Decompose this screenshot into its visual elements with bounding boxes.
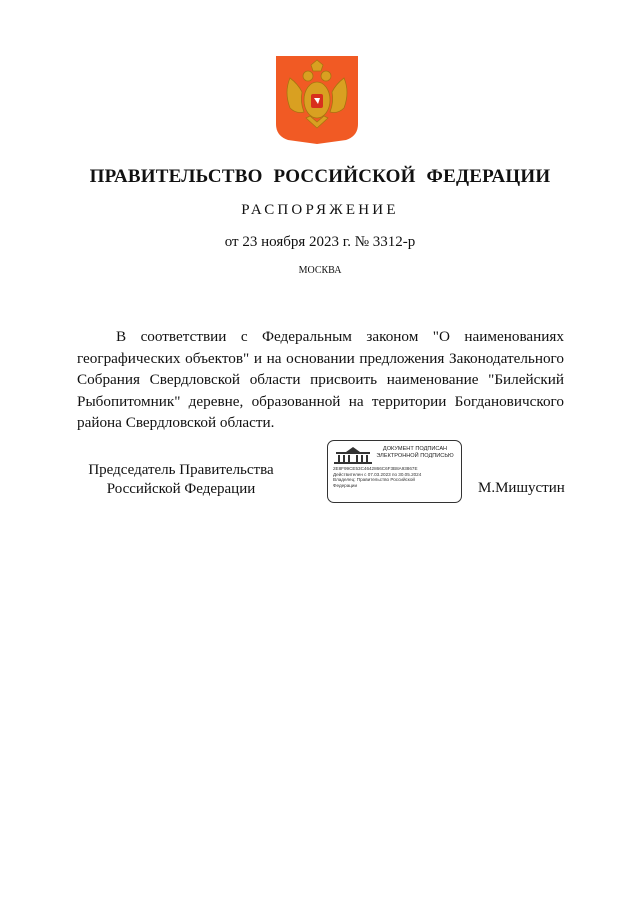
order-paragraph: В соответствии с Федеральным законом "О наименованиях географических объектов" и на основании предложения Законодательного Собрания Свердловской области присвоить наименование "Билейский Рыбопитомник" деревне, образованной на территории Богдановичского района Свердловской области. [77, 328, 564, 431]
stamp-validity: Действителен с 07.03.2023 по 30.05.2024 [333, 471, 422, 477]
document-title: ПРАВИТЕЛЬСТВО РОССИЙСКОЙ ФЕДЕРАЦИИ [89, 166, 551, 187]
stamp-heading-line2: ЭЛЕКТРОННОЙ ПОДПИСЬЮ [376, 453, 454, 459]
document-date-number: от 23 ноября 2023 г. № 3312-р [224, 234, 416, 250]
document-city: МОСКВА [298, 265, 342, 276]
government-building-icon [334, 446, 372, 464]
russian-coat-of-arms-icon [276, 56, 358, 144]
stamp-heading [370, 446, 460, 460]
signer-position-line1: Председатель Правительства [88, 462, 274, 478]
stamp-heading-line1: ДОКУМЕНТ ПОДПИСАН [382, 446, 448, 452]
document-type: РАСПОРЯЖЕНИЕ [241, 202, 399, 218]
electronic-signature-stamp [327, 440, 462, 503]
signer-position-line2: Российской Федерации [106, 481, 256, 497]
signer-name: М.Мишустин [478, 480, 565, 496]
stamp-owner-line1: Владелец: Правительство Российской [333, 477, 415, 483]
signer-position [76, 461, 286, 499]
stamp-owner-line2: Федерации [333, 482, 358, 488]
stamp-certificate: 2E8F99CE53C4642866C6F3B8A93867E [333, 466, 418, 471]
stamp-details [333, 466, 459, 488]
